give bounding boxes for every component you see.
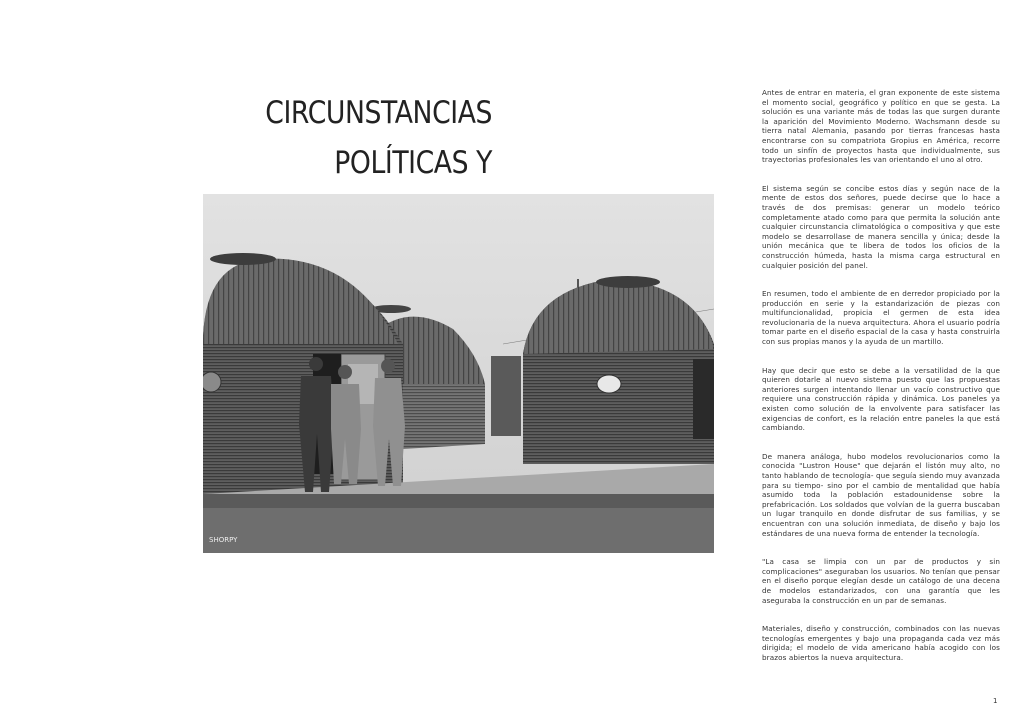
paragraph: Antes de entrar en materia, el gran exponente de este sistema el momento social, geográfico y político en que se gesta. La solución es una variante más de todas las que surgen durante la aparición del Movimiento Moderno. Wachsmann desde su tierra natal Alemania, pasando por tierras francesas hasta encontrarse con su compatriota Gropius en América, recorre todo un sinfín de proyectos hasta que individualmente, sus trayectorias profesionales les van orientando el uno al otro. xyxy=(762,88,1000,165)
paragraph: El sistema según se concibe estos días y según nace de la mente de estos dos señores, puede decirse que lo hace a través de dos premisas: generar un modelo teórico completamente atado como para que permita la solución ante cualquier circunstancia climatológica o compositiva y que este modelo se desarrollase de manera sencilla y única; desde la unión mecánica que te libera de todos los oficios de la construcción húmeda, hasta la misma carga estructural en cualquier posición del panel. xyxy=(762,183,1000,270)
page-title-line-1: CIRCUNSTANCIAS POLÍTICAS Y xyxy=(265,95,492,181)
photo-illustration xyxy=(203,194,714,553)
paragraph: Hay que decir que esto se debe a la versatilidad de la que quieren dotarle al nuevo sistema puesto que las propuestas anteriores surgen intentando llenar un vacío constructivo que requiere una construcción rápida y dinámica. Los paneles ya existen como solución de la envolvente para satisfacer las exigencias de confort, es la relación entre paneles la que está cambiando. xyxy=(762,365,1000,433)
paragraph: Materiales, diseño y construcción, combinados con las nuevas tecnologías emergentes y bajo una propaganda cada vez más dirigida; el modelo de vida americano había acogido con los brazos abiertos la nueva arquitectura. xyxy=(762,624,1000,662)
historical-photo xyxy=(203,194,714,553)
page-number: 1 xyxy=(993,697,998,705)
body-text-column xyxy=(762,88,1000,682)
paragraph: De manera análoga, hubo modelos revolucionarios como la conocida "Lustron House" que dejarán el listón muy alto, no tanto hablando de tecnología- que seguía siendo muy avanzada para su tiempo- sino por el cambio de mentalidad que había asumido toda la población estadounidense sobre la prefabricación. Los soldados que volvían de la guerra buscaban un lugar tranquilo en donde disfrutar de sus familias, y se encuentran con una solución inmediata, de diseño y bajo los estándares de una nueva forma de entender la tecnología. xyxy=(762,451,1000,538)
paragraph: "La casa se limpia con un par de productos y sin complicaciones" aseguraban los usuarios. No tenían que pensar en el diseño porque elegían desde un catálogo de una decena de modelos estandarizados, con una garantía que les aseguraba la construcción en un par de semanas. xyxy=(762,557,1000,605)
paragraph: En resumen, todo el ambiente de en derredor propiciado por la producción en serie y la estandarización de piezas con multifuncionalidad, propicia el germen de esta idea revolucionaria de la nueva arquitectura. Ahora el usuario podría tomar parte en el diseño espacial de la casa y hasta construirla con sus propias manos y la ayuda de un martillo. xyxy=(762,289,1000,347)
photo-watermark: SHORPY xyxy=(209,536,238,544)
